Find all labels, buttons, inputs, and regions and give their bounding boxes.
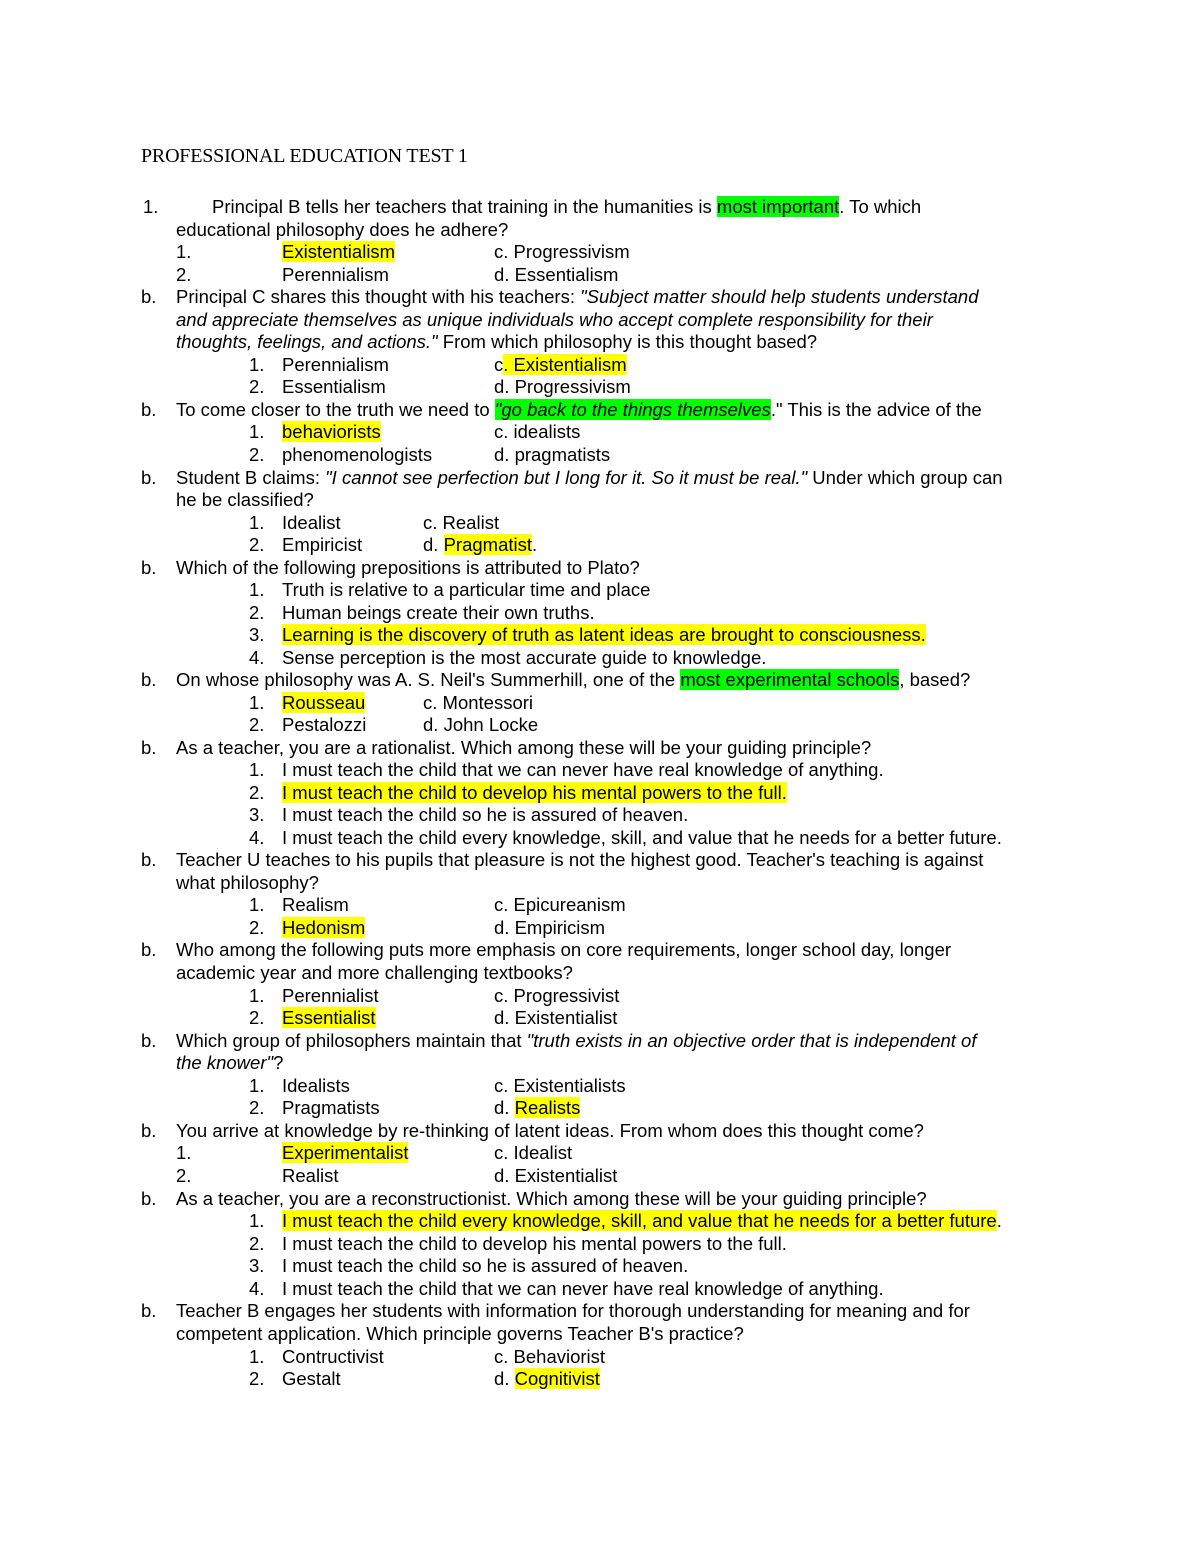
highlight-yellow: Essentialist bbox=[282, 1007, 376, 1028]
highlight-yellow: Experimentalist bbox=[282, 1142, 409, 1163]
q8-opt-d: d. Empiricism bbox=[494, 917, 606, 938]
q6-opt1-num: 1. bbox=[249, 692, 265, 713]
q13-line1: Teacher B engages her students with information for thorough understanding for meaning and for bbox=[176, 1300, 970, 1321]
q2-opt1-num: 1. bbox=[249, 354, 265, 375]
q5-line1: Which of the following prepositions is attributed to Plato? bbox=[176, 557, 640, 578]
q8-line1: Teacher U teaches to his pupils that pleasure is not the highest good. Teacher's teaching is against bbox=[176, 849, 984, 870]
q8-opt2-num: 2. bbox=[249, 917, 265, 938]
q1-opt1 bbox=[282, 241, 395, 263]
q10-opt2: Pragmatists bbox=[282, 1097, 380, 1118]
q1-opt-c: c. Progressivism bbox=[494, 241, 630, 262]
q7-line1: As a teacher, you are a rationalist. Which among these will be your guiding principle? bbox=[176, 737, 872, 758]
q1-line1: Principal B tells her teachers that training in the humanities is most important. To which bbox=[212, 196, 922, 217]
q2-marker: b. bbox=[141, 286, 157, 307]
highlight-yellow: Realists bbox=[514, 1097, 581, 1118]
q1-opt2-num: 2. bbox=[176, 264, 192, 285]
q2-line3: thoughts, feelings, and actions." From which philosophy is this thought based? bbox=[176, 331, 818, 352]
highlight-yellow: I must teach the child to develop his mental powers to the full. bbox=[282, 782, 787, 803]
q12-o2-num: 2. bbox=[249, 1233, 265, 1254]
q13-marker: b. bbox=[141, 1300, 157, 1321]
q5-o1: Truth is relative to a particular time and place bbox=[282, 579, 651, 600]
q5-o4: Sense perception is the most accurate guide to knowledge. bbox=[282, 647, 767, 668]
q7-o1: I must teach the child that we can never have real knowledge of anything. bbox=[282, 759, 884, 780]
highlight-yellow: Learning is the discovery of truth as latent ideas are brought to consciousness. bbox=[282, 624, 926, 645]
q7-o3-num: 3. bbox=[249, 804, 265, 825]
q7-o2 bbox=[282, 782, 787, 804]
q11-line1: You arrive at knowledge by re-thinking of latent ideas. From whom does this thought come? bbox=[176, 1120, 924, 1141]
q10-opt-d: d. Realists bbox=[494, 1097, 581, 1118]
highlight-yellow: behaviorists bbox=[282, 421, 381, 442]
q11-opt1 bbox=[282, 1142, 408, 1164]
q5-marker: b. bbox=[141, 557, 157, 578]
q9-opt2-num: 2. bbox=[249, 1007, 265, 1028]
q6-opt-c: c. Montessori bbox=[423, 692, 534, 713]
q3-marker: b. bbox=[141, 399, 157, 420]
q4-opt2-num: 2. bbox=[249, 534, 265, 555]
highlight-green: most important bbox=[716, 196, 840, 217]
q4-opt-c: c. Realist bbox=[423, 512, 500, 533]
q5-o4-num: 4. bbox=[249, 647, 265, 668]
q9-opt1: Perennialist bbox=[282, 985, 379, 1006]
q5-o2: Human beings create their own truths. bbox=[282, 602, 595, 623]
q1-marker: 1. bbox=[143, 196, 159, 217]
highlight-yellow: Pragmatist bbox=[443, 534, 532, 555]
q9-line1: Who among the following puts more emphasis on core requirements, longer school day, longer bbox=[176, 939, 952, 960]
q4-line1: Student B claims: "I cannot see perfection but I long for it. So it must be real." Under which group can bbox=[176, 467, 1003, 488]
q7-o4: I must teach the child every knowledge, skill, and value that he needs for a better future. bbox=[282, 827, 1002, 848]
q7-o2-num: 2. bbox=[249, 782, 265, 803]
highlight-yellow: I must teach the child every knowledge, skill, and value that he needs for a better future bbox=[282, 1210, 997, 1231]
q10-opt-c: c. Existentialists bbox=[494, 1075, 626, 1096]
q6-line1: On whose philosophy was A. S. Neil's Summerhill, one of the most experimental schools, based? bbox=[176, 669, 971, 690]
q13-line2: competent application. Which principle governs Teacher B's practice? bbox=[176, 1323, 744, 1344]
q11-marker: b. bbox=[141, 1120, 157, 1141]
q4-marker: b. bbox=[141, 467, 157, 488]
q11-opt2-num: 2. bbox=[176, 1165, 192, 1186]
q5-o2-num: 2. bbox=[249, 602, 265, 623]
q9-opt1-num: 1. bbox=[249, 985, 265, 1006]
q4-line2: he be classified? bbox=[176, 489, 314, 510]
q7-marker: b. bbox=[141, 737, 157, 758]
q11-opt2: Realist bbox=[282, 1165, 339, 1186]
q10-opt1-num: 1. bbox=[249, 1075, 265, 1096]
q9-line2: academic year and more challenging textbooks? bbox=[176, 962, 573, 983]
q13-opt-d: d. Cognitivist bbox=[494, 1368, 600, 1389]
q6-opt1 bbox=[282, 692, 365, 714]
q13-opt2: Gestalt bbox=[282, 1368, 341, 1389]
q12-o1-num: 1. bbox=[249, 1210, 265, 1231]
q12-o1: I must teach the child every knowledge, skill, and value that he needs for a better future. bbox=[282, 1210, 1002, 1231]
q10-opt2-num: 2. bbox=[249, 1097, 265, 1118]
q4-opt1-num: 1. bbox=[249, 512, 265, 533]
q3-opt-c: c. idealists bbox=[494, 421, 581, 442]
q4-opt1: Idealist bbox=[282, 512, 341, 533]
q4-opt-d: d. Pragmatist. bbox=[423, 534, 538, 555]
highlight-yellow: Hedonism bbox=[282, 917, 366, 938]
q9-marker: b. bbox=[141, 939, 157, 960]
q9-opt-c: c. Progressivist bbox=[494, 985, 620, 1006]
q8-opt-c: c. Epicureanism bbox=[494, 894, 626, 915]
q12-marker: b. bbox=[141, 1188, 157, 1209]
highlight-green: "go back to the things themselves bbox=[494, 399, 771, 420]
q6-opt2-num: 2. bbox=[249, 714, 265, 735]
q2-line2: and appreciate themselves as unique individuals who accept complete responsibility for their bbox=[176, 309, 933, 330]
page-title: PROFESSIONAL EDUCATION TEST 1 bbox=[141, 145, 468, 167]
q5-o3-num: 3. bbox=[249, 624, 265, 645]
q3-opt-d: d. pragmatists bbox=[494, 444, 611, 465]
q8-line2: what philosophy? bbox=[176, 872, 319, 893]
q8-marker: b. bbox=[141, 849, 157, 870]
q10-line2: the knower"? bbox=[176, 1052, 284, 1073]
q12-line1: As a teacher, you are a reconstructionist. Which among these will be your guiding principle? bbox=[176, 1188, 927, 1209]
q13-opt1-num: 1. bbox=[249, 1346, 265, 1367]
q7-o4-num: 4. bbox=[249, 827, 265, 848]
q12-o3: I must teach the child so he is assured of heaven. bbox=[282, 1255, 689, 1276]
q7-o1-num: 1. bbox=[249, 759, 265, 780]
q8-opt1: Realism bbox=[282, 894, 349, 915]
q2-line1: Principal C shares this thought with his teachers: "Subject matter should help students understand bbox=[176, 286, 979, 307]
q11-opt-c: c. Idealist bbox=[494, 1142, 573, 1163]
highlight-yellow: Cognitivist bbox=[514, 1368, 600, 1389]
q1-opt1-num: 1. bbox=[176, 241, 192, 262]
q5-o1-num: 1. bbox=[249, 579, 265, 600]
highlight-green: most experimental schools bbox=[680, 669, 900, 690]
q1-opt2: Perennialism bbox=[282, 264, 389, 285]
q3-opt2-num: 2. bbox=[249, 444, 265, 465]
q3-opt2: phenomenologists bbox=[282, 444, 433, 465]
q10-line1: Which group of philosophers maintain that "truth exists in an objective order that is independent of bbox=[176, 1030, 977, 1051]
q2-opt-c: c. Existentialism bbox=[494, 354, 627, 375]
q5-o3 bbox=[282, 624, 926, 646]
q9-opt-d: d. Existentialist bbox=[494, 1007, 618, 1028]
highlight-yellow: Existentialism bbox=[282, 241, 396, 262]
q12-o2: I must teach the child to develop his mental powers to the full. bbox=[282, 1233, 787, 1254]
q8-opt2 bbox=[282, 917, 365, 939]
q1-opt-d: d. Essentialism bbox=[494, 264, 619, 285]
q13-opt2-num: 2. bbox=[249, 1368, 265, 1389]
q11-opt1-num: 1. bbox=[176, 1142, 192, 1163]
highlight-yellow: Rousseau bbox=[282, 692, 366, 713]
q12-o4-num: 4. bbox=[249, 1278, 265, 1299]
q6-opt2: Pestalozzi bbox=[282, 714, 367, 735]
q4-opt2: Empiricist bbox=[282, 534, 363, 555]
q10-marker: b. bbox=[141, 1030, 157, 1051]
q13-opt-c: c. Behaviorist bbox=[494, 1346, 606, 1367]
q10-opt1: Idealists bbox=[282, 1075, 350, 1096]
q7-o3: I must teach the child so he is assured of heaven. bbox=[282, 804, 689, 825]
q2-opt2-num: 2. bbox=[249, 376, 265, 397]
highlight-yellow: . Existentialism bbox=[503, 354, 627, 375]
q3-opt1-num: 1. bbox=[249, 421, 265, 442]
q1-line2: educational philosophy does he adhere? bbox=[176, 219, 509, 240]
q3-line1: To come closer to the truth we need to "go back to the things themselves." This is the advice of the bbox=[176, 399, 982, 420]
q8-opt1-num: 1. bbox=[249, 894, 265, 915]
q11-opt-d: d. Existentialist bbox=[494, 1165, 618, 1186]
q2-opt2: Essentialism bbox=[282, 376, 386, 397]
q3-opt1 bbox=[282, 421, 381, 443]
q6-opt-d: d. John Locke bbox=[423, 714, 539, 735]
q2-opt1: Perennialism bbox=[282, 354, 389, 375]
q6-marker: b. bbox=[141, 669, 157, 690]
q9-opt2 bbox=[282, 1007, 376, 1029]
q12-o3-num: 3. bbox=[249, 1255, 265, 1276]
q13-opt1: Contructivist bbox=[282, 1346, 384, 1367]
q2-opt-d: d. Progressivism bbox=[494, 376, 631, 397]
q12-o4: I must teach the child that we can never have real knowledge of anything. bbox=[282, 1278, 884, 1299]
